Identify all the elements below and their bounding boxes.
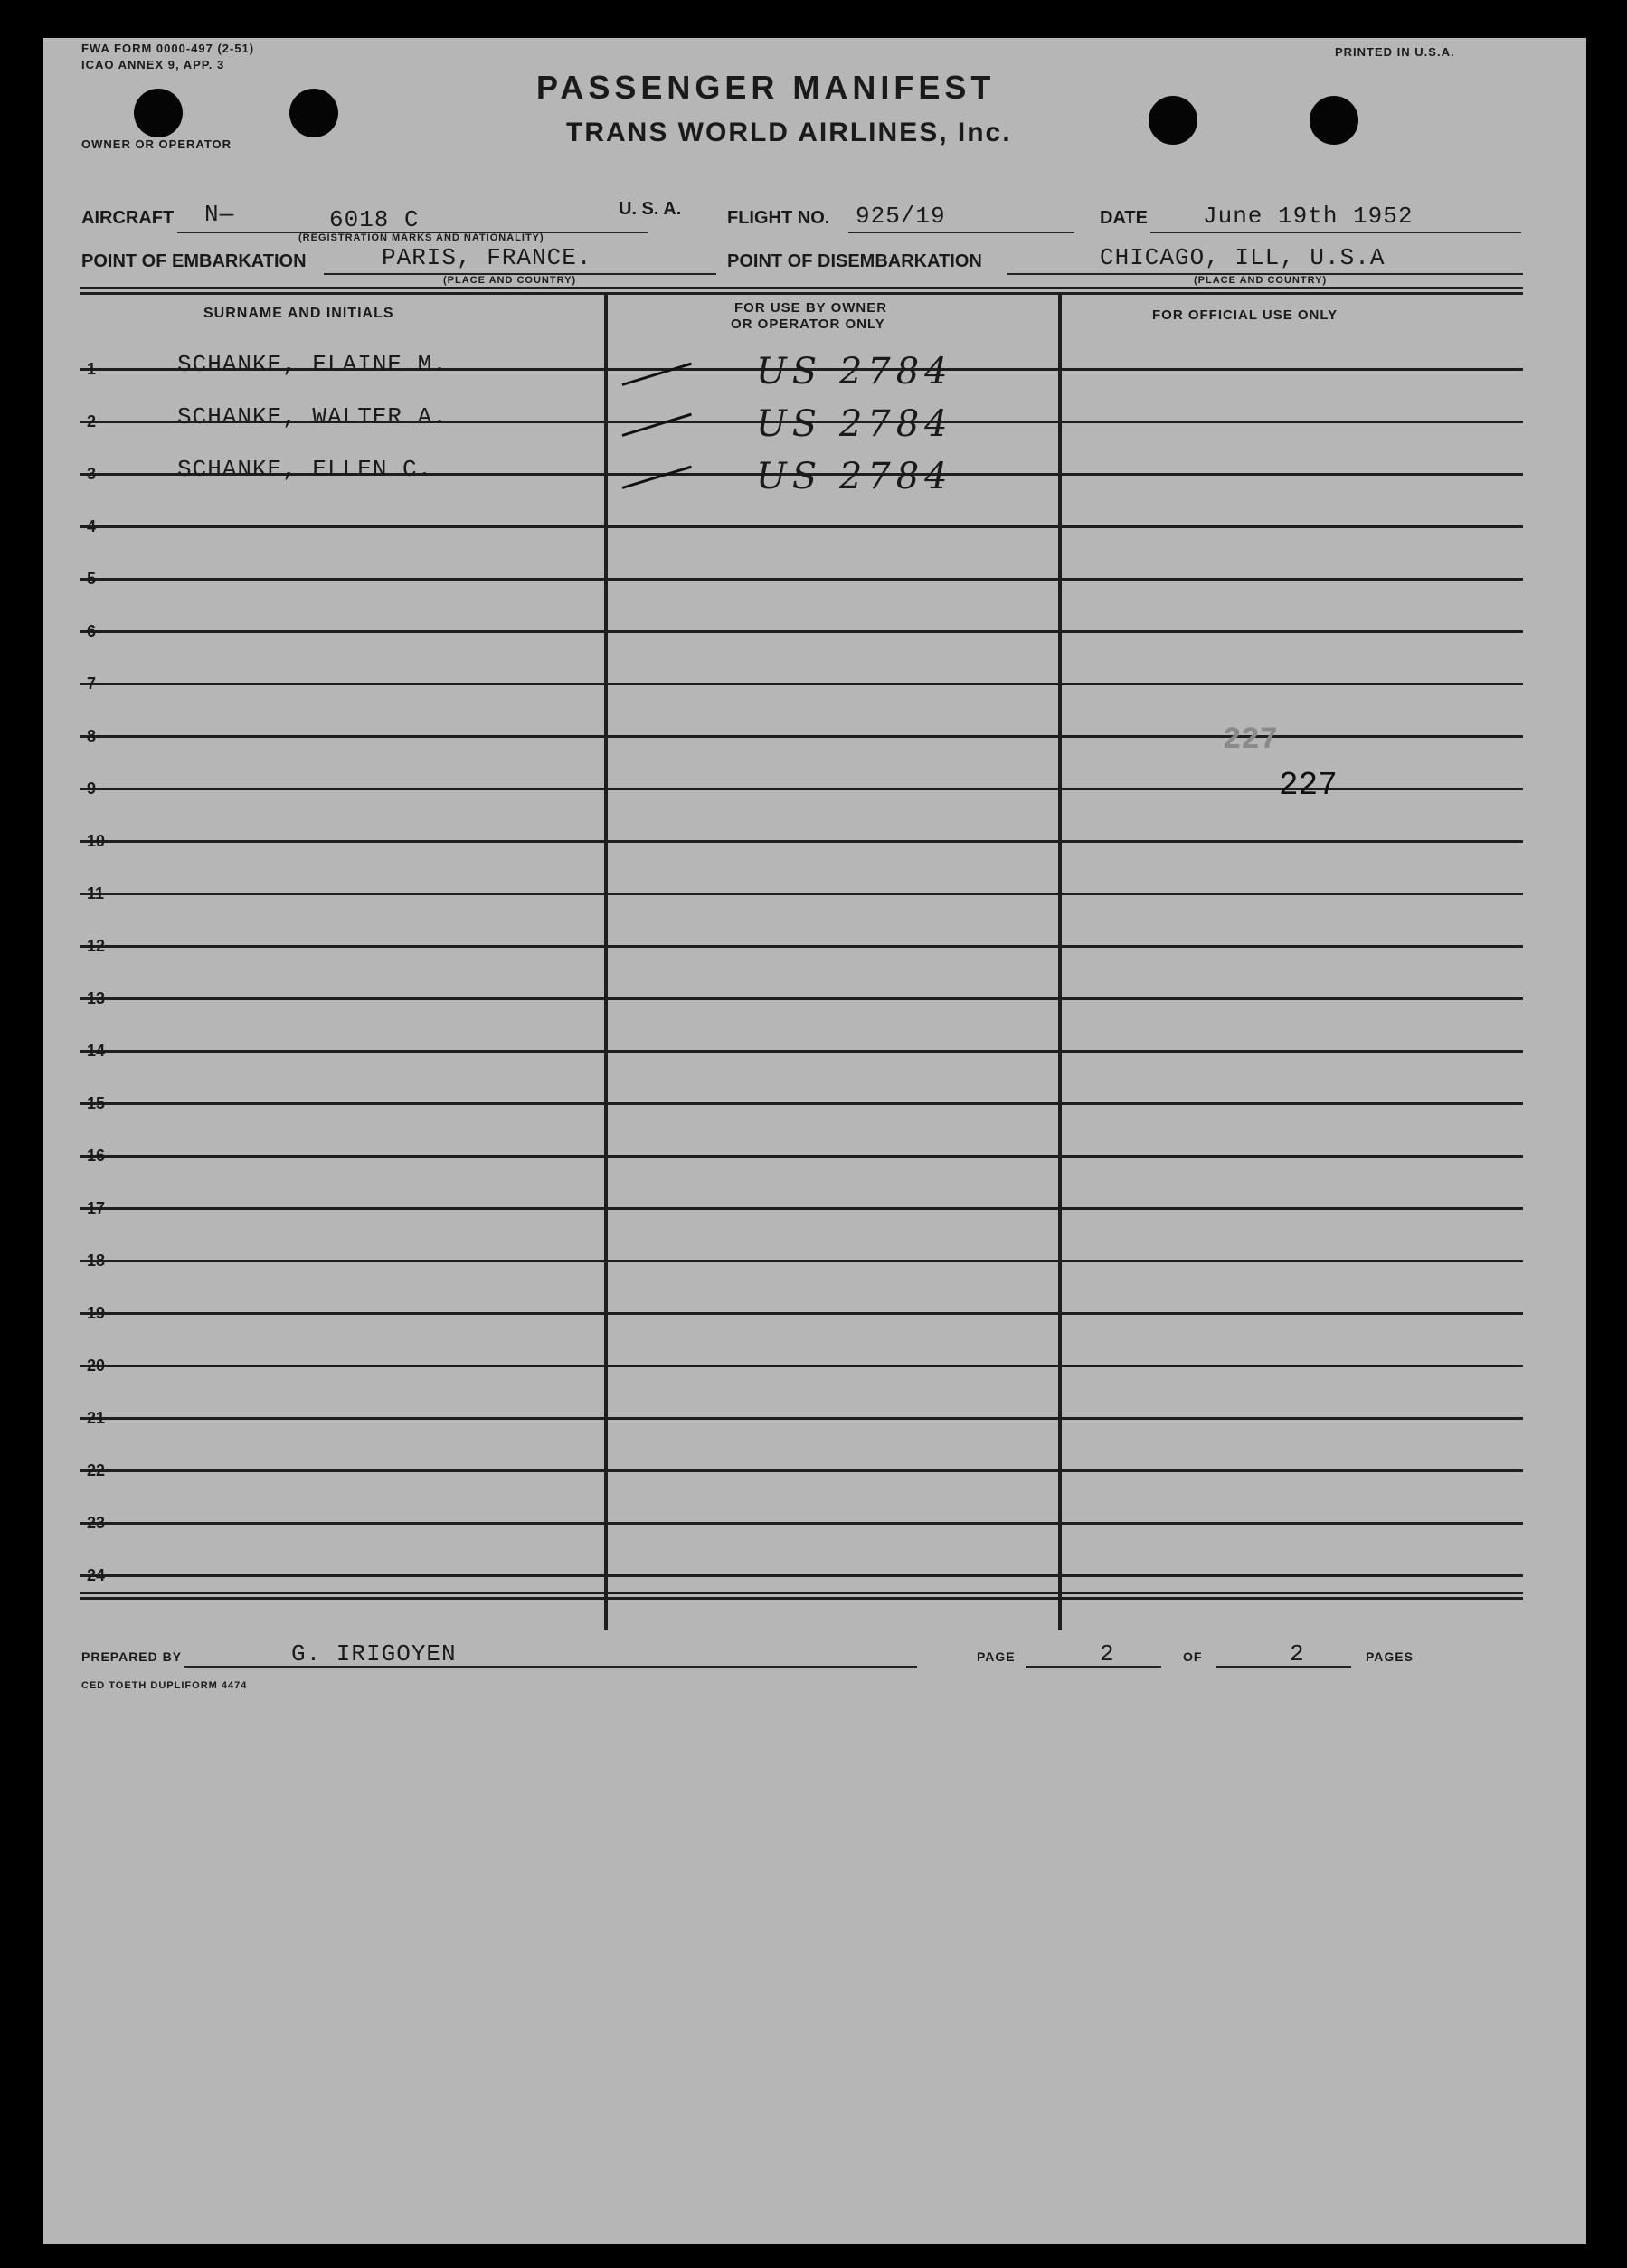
embarkation-place: PARIS, FRANCE. [382,244,592,271]
row-number: 9 [87,780,97,798]
row-number: 7 [87,675,97,693]
row-number: 3 [87,465,97,483]
row-rule [80,1207,1523,1210]
check-mark [622,466,692,489]
disembarkation-caption: (PLACE AND COUNTRY) [1194,275,1328,286]
punch-hole [1149,96,1197,145]
row-number: 5 [87,570,97,588]
row-number: 22 [87,1461,106,1479]
aircraft-prefix: N— [204,201,235,228]
row-number: 1 [87,360,97,378]
row-number: 4 [87,517,97,535]
page-number: 2 [1100,1640,1115,1668]
owner-use-header: FOR USE BY OWNER [734,300,888,316]
row-rule [80,840,1523,843]
punch-hole [289,89,338,137]
aircraft-registration: 6018 C [329,206,420,233]
passport-number: US 2784 [756,351,953,392]
manifest-title: PASSENGER MANIFEST [536,69,996,106]
row-rule [80,997,1523,1000]
table-top-rule [80,287,1523,289]
flight-underline [848,232,1074,233]
manifest-page [43,38,1586,2244]
column-divider [604,292,608,1630]
row-rule [80,1260,1523,1262]
row-number: 19 [87,1304,106,1322]
icao-reference: ICAO ANNEX 9, APP. 3 [81,58,225,71]
row-number: 18 [87,1252,106,1270]
printed-in: PRINTED IN U.S.A. [1335,45,1455,59]
row-rule [80,1522,1523,1525]
page-label: PAGE [977,1649,1016,1664]
owner-operator-label: OWNER OR OPERATOR [81,137,232,151]
passenger-name: SCHANKE, ELAINE M. [177,351,448,378]
row-number: 10 [87,832,106,850]
date-underline [1150,232,1521,233]
row-rule [80,1050,1523,1053]
row-rule [80,1469,1523,1472]
row-number: 13 [87,989,106,1007]
pages-label: PAGES [1366,1649,1414,1664]
flight-number: 925/19 [856,203,946,230]
table-bottom-rule [80,1597,1523,1600]
prepared-by-label: PREPARED BY [81,1649,183,1664]
embarkation-caption: (PLACE AND COUNTRY) [443,275,577,286]
punch-hole [1310,96,1358,145]
passenger-name: SCHANKE, ELLEN C. [177,456,433,483]
row-rule [80,1155,1523,1158]
of-label: OF [1183,1649,1203,1664]
check-mark [622,363,692,386]
row-rule [80,893,1523,895]
aircraft-label: AIRCRAFT [81,208,175,228]
row-number: 2 [87,412,97,430]
official-use-header: FOR OFFICIAL USE ONLY [1152,307,1338,323]
row-rule [80,1574,1523,1577]
row-number: 24 [87,1566,106,1584]
row-number: 23 [87,1514,106,1532]
row-number: 20 [87,1356,106,1375]
nationality: U. S. A. [619,199,682,219]
stamp-number: 227 [1279,767,1338,804]
row-number: 6 [87,622,97,640]
faded-stamp-number: 227 [1223,723,1279,758]
row-number: 14 [87,1042,106,1060]
owner-use-header-2: OR OPERATOR ONLY [731,317,885,332]
row-number: 16 [87,1147,106,1165]
row-rule [80,1417,1523,1420]
of-underline [1216,1666,1351,1668]
embarkation-label: POINT OF EMBARKATION [81,251,307,271]
table-bottom-rule [80,1592,1523,1594]
registration-caption: (REGISTRATION MARKS AND NATIONALITY) [298,232,544,243]
row-number: 12 [87,937,106,955]
passenger-name: SCHANKE, WALTER A. [177,403,448,430]
row-rule [80,1102,1523,1105]
airline-name: TRANS WORLD AIRLINES, Inc. [566,118,1012,147]
row-number: 8 [87,727,97,745]
total-pages: 2 [1290,1640,1305,1668]
row-rule [80,578,1523,581]
row-rule [80,683,1523,685]
row-number: 11 [87,884,105,902]
passport-number: US 2784 [756,403,953,445]
passport-number: US 2784 [756,456,953,497]
check-mark [622,413,692,437]
table-top-rule [80,292,1523,295]
row-rule [80,525,1523,528]
row-number: 15 [87,1094,106,1112]
supply-line: CED TOETH DUPLIFORM 4474 [81,1680,248,1691]
page-underline [1026,1666,1161,1668]
row-rule [80,735,1523,738]
surname-column-header: SURNAME AND INITIALS [203,306,394,321]
disembarkation-place: CHICAGO, ILL, U.S.A [1100,244,1386,271]
date-label: DATE [1100,208,1148,228]
row-rule [80,630,1523,633]
column-divider [1058,292,1062,1630]
disembarkation-label: POINT OF DISEMBARKATION [727,251,982,271]
flight-number-label: FLIGHT NO. [727,208,830,228]
form-number: FWA FORM 0000-497 (2-51) [81,42,255,55]
punch-hole [134,89,183,137]
row-number: 21 [87,1409,106,1427]
prepared-by-name: G. IRIGOYEN [291,1640,457,1668]
row-rule [80,1312,1523,1315]
row-rule [80,1365,1523,1367]
flight-date: June 19th 1952 [1203,203,1414,230]
row-number: 17 [87,1199,106,1217]
row-rule [80,945,1523,948]
